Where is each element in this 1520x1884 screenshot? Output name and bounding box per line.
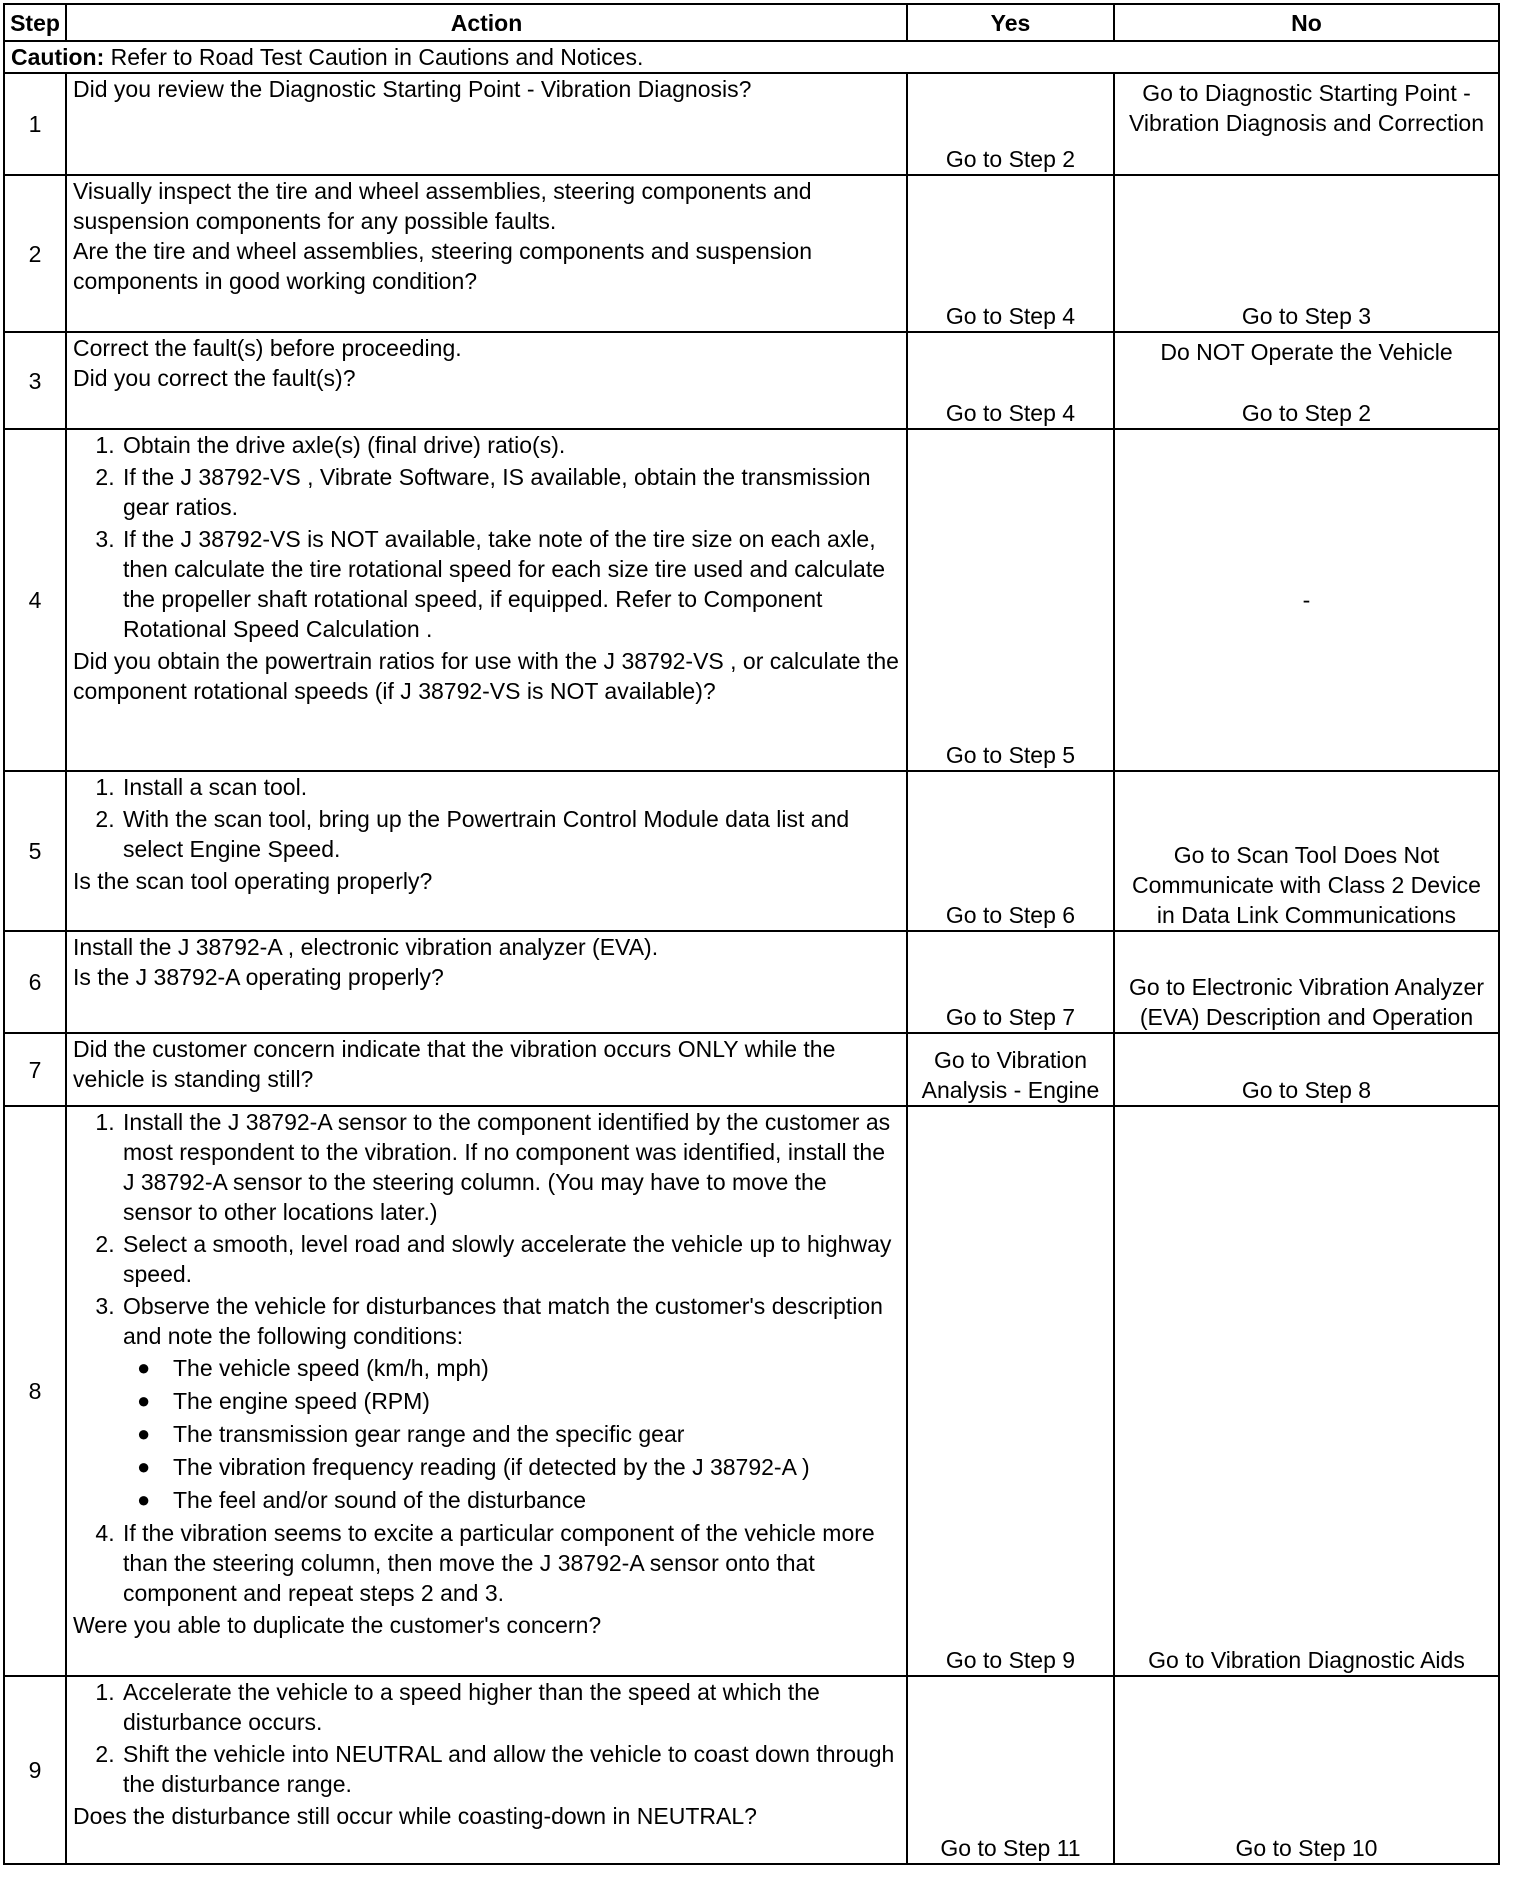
action-question: Is the scan tool operating properly? [73,868,433,894]
action-question: Is the J 38792-A operating properly? [73,964,444,990]
action-intro: Visually inspect the tire and wheel assemblies, steering components and suspension components for any possible faults. [73,178,812,234]
action-step: 1. Install a scan tool. [121,772,900,802]
yes-cell: Go to Step 4 [907,332,1114,429]
action-intro: Correct the fault(s) before proceeding. [73,335,462,361]
header-row [4,4,1499,41]
step-number: 4 [4,429,66,771]
caution-text: Refer to Road Test Caution in Cautions and Notices. [104,44,644,70]
no-link: Go to Step 2 [1241,400,1372,426]
table-row [4,73,1499,175]
header-no: No [1114,4,1499,41]
step-number: 5 [4,771,66,931]
action-step: 1. Obtain the drive axle(s) (final drive) ratio(s). [121,430,900,460]
caution-row [4,41,1499,73]
step-number: 8 [4,1106,66,1676]
condition-item: ● The vibration frequency reading (if detected by the J 38792-A ) [171,1452,900,1482]
action-question: Did you review the Diagnostic Starting Point - Vibration Diagnosis? [73,76,752,102]
table-row [4,771,1499,931]
action-question: Does the disturbance still occur while coasting-down in NEUTRAL? [73,1803,757,1829]
yes-cell: Go to Vibration Analysis - Engine [907,1033,1114,1106]
yes-cell: Go to Step 4 [907,175,1114,332]
step-number: 7 [4,1033,66,1106]
header-action: Action [66,4,907,41]
step-number: 1 [4,73,66,175]
table-row [4,1676,1499,1864]
yes-cell: Go to Step 6 [907,771,1114,931]
yes-cell: Go to Step 9 [907,1106,1114,1676]
action-cell [66,429,907,771]
table-row [4,1033,1499,1106]
action-question: Did the customer concern indicate that the vibration occurs ONLY while the vehicle is standing still? [73,1036,836,1092]
action-step-text: Observe the vehicle for disturbances that match the customer's description and note the following conditions: [123,1293,883,1349]
condition-item: ● The engine speed (RPM) [171,1386,900,1416]
action-cell [66,73,907,175]
action-step [121,1291,900,1515]
step-number: 6 [4,931,66,1033]
action-step: 1. Install the J 38792-A sensor to the component identified by the customer as most respondent to the vibration. If no component was identified, install the J 38792-A sensor to the steering column. (You may have to move the sensor to other locations later.) [121,1107,900,1227]
action-cell [66,1106,907,1676]
yes-cell: Go to Step 5 [907,429,1114,771]
action-cell [66,931,907,1033]
action-cell [66,771,907,931]
action-step: 2. Select a smooth, level road and slowly accelerate the vehicle up to highway speed. [121,1229,900,1289]
action-cell [66,1033,907,1106]
table-row [4,429,1499,771]
action-cell [66,332,907,429]
header-step: Step [4,4,66,41]
action-step: 1. Accelerate the vehicle to a speed higher than the speed at which the disturbance occurs. [121,1677,900,1737]
table-row [4,931,1499,1033]
yes-cell: Go to Step 2 [907,73,1114,175]
action-question: Are the tire and wheel assemblies, steering components and suspension components in good working condition? [73,238,812,294]
table-row [4,332,1499,429]
no-cell: - [1114,429,1499,771]
action-steps [73,1107,900,1608]
no-cell: Go to Vibration Diagnostic Aids [1114,1106,1499,1676]
step-number: 9 [4,1676,66,1864]
conditions-list [123,1353,900,1515]
no-cell [1114,332,1499,429]
action-step: 3. If the J 38792-VS is NOT available, take note of the tire size on each axle, then calculate the tire rotational speed for each size tire used and calculate the propeller shaft rotational speed, if equipped. Refer to Component Rotational Speed Calculation . [121,524,900,644]
action-question: Did you obtain the powertrain ratios for use with the J 38792-VS , or calculate the component rotational speeds (if J 38792-VS is NOT available)? [73,648,899,704]
no-cell: Go to Step 10 [1114,1676,1499,1864]
step-number: 3 [4,332,66,429]
yes-cell: Go to Step 11 [907,1676,1114,1864]
action-steps [73,430,900,644]
condition-item: ● The feel and/or sound of the disturbance [171,1485,900,1515]
no-cell: Go to Step 3 [1114,175,1499,332]
no-cell: Go to Electronic Vibration Analyzer (EVA) Description and Operation [1114,931,1499,1033]
condition-item: ● The vehicle speed (km/h, mph) [171,1353,900,1383]
table-row [4,175,1499,332]
condition-item: ● The transmission gear range and the specific gear [171,1419,900,1449]
no-cell: Go to Step 8 [1114,1033,1499,1106]
diagnostic-table [3,3,1500,1865]
step-number: 2 [4,175,66,332]
caution-label: Caution: [11,44,105,70]
no-cell: Go to Diagnostic Starting Point - Vibration Diagnosis and Correction [1114,73,1499,175]
action-intro: Install the J 38792-A , electronic vibration analyzer (EVA). [73,934,659,960]
action-steps [73,1677,900,1799]
action-step: 4. If the vibration seems to excite a particular component of the vehicle more than the steering column, then move the J 38792-A sensor onto that component and repeat steps 2 and 3. [121,1518,900,1608]
action-question: Did you correct the fault(s)? [73,365,356,391]
action-step: 2. If the J 38792-VS , Vibrate Software, IS available, obtain the transmission gear ratios. [121,462,900,522]
action-cell [66,175,907,332]
action-steps [73,772,900,864]
caution-cell [4,41,1499,73]
table-row [4,1106,1499,1676]
no-warning: Do NOT Operate the Vehicle [1160,339,1453,365]
action-step: 2. With the scan tool, bring up the Powertrain Control Module data list and select Engine Speed. [121,804,900,864]
action-step: 2. Shift the vehicle into NEUTRAL and allow the vehicle to coast down through the disturbance range. [121,1739,900,1799]
action-question: Were you able to duplicate the customer's concern? [73,1612,602,1638]
header-yes: Yes [907,4,1114,41]
yes-cell: Go to Step 7 [907,931,1114,1033]
action-cell [66,1676,907,1864]
no-cell: Go to Scan Tool Does Not Communicate with Class 2 Device in Data Link Communications [1114,771,1499,931]
